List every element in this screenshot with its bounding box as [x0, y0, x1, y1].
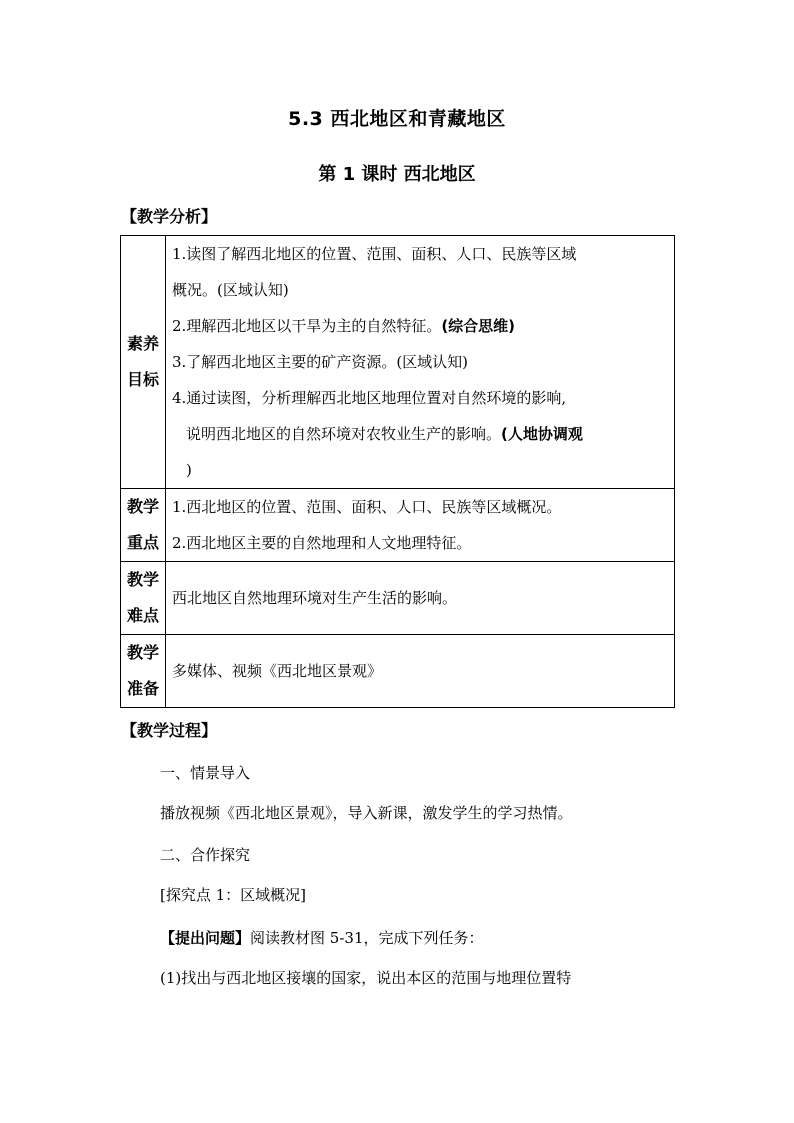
goal-item-1: 1.读图了解西北地区的位置、范围、面积、人口、民族等区域 [172, 245, 577, 263]
preparation-label [121, 635, 166, 708]
difficult-points-row [121, 562, 675, 635]
question-tag: 【提出问题】 [160, 929, 251, 947]
difficult-points-label [121, 562, 166, 635]
difficult-point-text: 西北地区自然地理环境对生产生活的影响。 [172, 589, 458, 607]
goal-item-1-cont: 概况。(区域认知) [172, 281, 289, 299]
goal-item-4-cont [172, 416, 672, 452]
page-title: 5.3 西北地区和青藏地区 [288, 108, 506, 130]
step1-text: 播放视频《西北地区景观》，导入新课，激发学生的学习热情。 [160, 804, 573, 822]
key-points-row [121, 489, 675, 562]
question-line [160, 927, 483, 948]
step1-title: 一、情景导入 [160, 764, 251, 782]
preparation-row [121, 635, 675, 708]
literacy-goals-content [166, 236, 675, 489]
goal-item-2-tag: (综合思维) [441, 317, 516, 335]
goal-item-4-close: ) [186, 461, 192, 479]
literacy-goals-label [121, 236, 166, 489]
row-label-line: 教学 [126, 497, 159, 516]
row-label-line: 重点 [126, 533, 159, 552]
step2-title: 二、合作探究 [160, 846, 251, 864]
preparation-content [166, 635, 675, 708]
key-points-content [166, 489, 675, 562]
inquiry-point: [探究点 1：区域概况] [160, 886, 307, 904]
analysis-heading: 【教学分析】 [121, 207, 218, 226]
difficult-points-content [166, 562, 675, 635]
question-text: 阅读教材图 5-31，完成下列任务： [250, 929, 484, 947]
goal-item-3: 3.了解西北地区主要的矿产资源。(区域认知) [172, 353, 469, 371]
goal-item-4-tag: (人地协调观 [501, 425, 583, 443]
row-label-line: 教学 [126, 570, 159, 589]
key-point-2: 2.西北地区主要的自然地理和人文地理特征。 [172, 534, 472, 552]
process-heading: 【教学过程】 [121, 721, 218, 740]
literacy-goals-row [121, 236, 675, 489]
row-label-line: 教学 [126, 643, 159, 662]
task-1: (1)找出与西北地区接壤的国家，说出本区的范围与地理位置特 [160, 969, 572, 987]
key-point-1: 1.西北地区的位置、范围、面积、人口、民族等区域概况。 [172, 498, 562, 516]
lesson-subtitle: 第 1 课时 西北地区 [318, 164, 476, 185]
goal-item-4-text: 说明西北地区的自然环境对农牧业生产的影响。 [186, 425, 502, 443]
teaching-analysis-table [120, 235, 675, 708]
row-label-line: 素养 [126, 334, 159, 353]
row-label-line: 准备 [126, 679, 159, 698]
row-label-line: 难点 [126, 606, 159, 625]
goal-item-4: 4.通过读图，分析理解西北地区地理位置对自然环境的影响, [172, 389, 567, 407]
preparation-text: 多媒体、视频《西北地区景观》 [172, 662, 383, 680]
key-points-label [121, 489, 166, 562]
goal-item-2 [172, 308, 672, 344]
goal-item-2-text: 2.理解西北地区以干旱为主的自然特征。 [172, 317, 442, 335]
row-label-line: 目标 [126, 370, 159, 389]
